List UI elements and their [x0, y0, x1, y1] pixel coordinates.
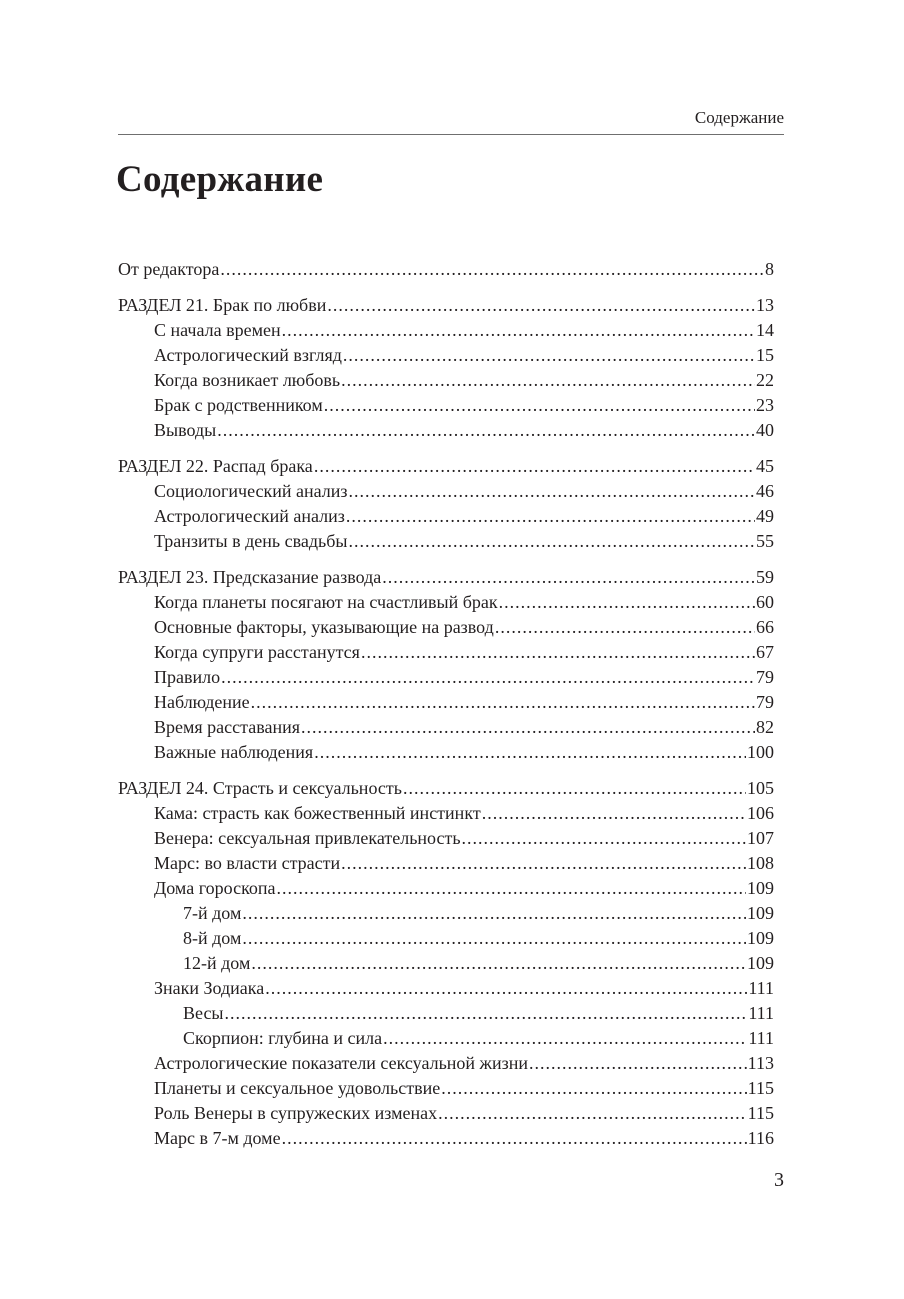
toc-entry-title: Основные факторы, указывающие на развод — [154, 617, 494, 637]
toc-entry-page-number: 107 — [747, 828, 774, 848]
toc-entry-page-number: 106 — [747, 803, 774, 823]
dot-leader — [282, 1126, 747, 1151]
toc-subentry — [118, 951, 774, 976]
toc-subentry — [118, 590, 774, 615]
toc-subentry — [118, 1001, 774, 1026]
dot-leader — [403, 776, 746, 801]
toc-entry-title: Роль Венеры в супружеских изменах — [154, 1103, 438, 1123]
dot-leader — [327, 293, 755, 318]
toc-entry-page-number: 108 — [747, 853, 774, 873]
toc-entry-page-number: 55 — [756, 531, 774, 551]
dot-leader — [314, 454, 755, 479]
toc-entry-page-number: 45 — [756, 456, 774, 476]
toc-entry-title: Весы — [183, 1003, 224, 1023]
toc-entry-page-number: 40 — [756, 420, 774, 440]
toc-subentry — [118, 318, 774, 343]
toc-entry-page-number: 49 — [756, 506, 774, 526]
toc-entry-title: Когда планеты посягают на счастливый брак — [154, 592, 498, 612]
toc-subentry — [118, 1101, 774, 1126]
toc-entry-title: Кама: страсть как божественный инстинкт — [154, 803, 481, 823]
toc-entry-title: РАЗДЕЛ 24. Страсть и сексуальность — [118, 778, 402, 798]
toc-subentry — [118, 529, 774, 554]
running-head: Содержание — [694, 108, 784, 127]
dot-leader — [349, 479, 755, 504]
toc-entry-title: Марс: во власти страсти — [154, 853, 341, 873]
toc-entry-page-number: 46 — [756, 481, 774, 501]
toc-subentry — [118, 665, 774, 690]
toc-subentry — [118, 926, 774, 951]
toc-entry-title: Дома гороскопа — [154, 878, 276, 898]
dot-leader — [341, 851, 746, 876]
toc-entry-title: Выводы — [154, 420, 217, 440]
dot-leader — [383, 1026, 747, 1051]
dot-leader — [441, 1076, 746, 1101]
toc-entry-title: Астрологический взгляд — [154, 345, 342, 365]
toc-subentry — [118, 504, 774, 529]
toc-entry-page-number: 115 — [747, 1078, 774, 1098]
dot-leader — [225, 1001, 748, 1026]
toc-entry-title: Важные наблюдения — [154, 742, 314, 762]
toc-group — [118, 454, 774, 554]
toc-subentry — [118, 740, 774, 765]
toc-entry-title: Марс в 7-м доме — [154, 1128, 281, 1148]
toc-section-entry — [118, 565, 774, 590]
toc-subentry — [118, 1026, 774, 1051]
toc-subentry — [118, 715, 774, 740]
toc-section-entry — [118, 257, 774, 282]
toc-entry-title: Правило — [154, 667, 221, 687]
toc-entry-title: Планеты и сексуальное удовольствие — [154, 1078, 441, 1098]
toc-entry-page-number: 67 — [756, 642, 774, 662]
toc-subentry — [118, 801, 774, 826]
toc-subentry — [118, 479, 774, 504]
toc-entry-page-number: 116 — [747, 1128, 774, 1148]
dot-leader — [438, 1101, 747, 1126]
toc-entry-title: Когда супруги расстанутся — [154, 642, 360, 662]
toc-subentry — [118, 690, 774, 715]
toc-section-entry — [118, 293, 774, 318]
dot-leader — [341, 368, 755, 393]
dot-leader — [242, 926, 746, 951]
toc-entry-title: Брак с родственником — [154, 395, 323, 415]
toc-entry-page-number: 105 — [747, 778, 774, 798]
toc-entry-title: Скорпион: глубина и сила — [183, 1028, 383, 1048]
toc-section-entry — [118, 454, 774, 479]
toc-group — [118, 257, 774, 282]
toc-subentry — [118, 851, 774, 876]
toc-entry-page-number: 60 — [756, 592, 774, 612]
dot-leader — [529, 1051, 747, 1076]
toc-entry-page-number: 8 — [765, 259, 774, 279]
toc-subentry — [118, 393, 774, 418]
dot-leader — [277, 876, 746, 901]
toc-entry-page-number: 14 — [756, 320, 774, 340]
dot-leader — [265, 976, 747, 1001]
dot-leader — [217, 418, 755, 443]
toc-entry-page-number: 109 — [747, 878, 774, 898]
dot-leader — [220, 257, 764, 282]
dot-leader — [251, 951, 746, 976]
toc-entry-title: РАЗДЕЛ 23. Предсказание развода — [118, 567, 382, 587]
toc-entry-title: 8-й дом — [183, 928, 242, 948]
toc-entry-page-number: 23 — [756, 395, 774, 415]
toc-group — [118, 565, 774, 765]
toc-entry-title: 7-й дом — [183, 903, 242, 923]
toc-entry-page-number: 111 — [748, 978, 774, 998]
dot-leader — [348, 529, 755, 554]
toc-entry-page-number: 59 — [756, 567, 774, 587]
toc-subentry — [118, 615, 774, 640]
toc-entry-title: Астрологический анализ — [154, 506, 345, 526]
toc-subentry — [118, 640, 774, 665]
toc-entry-title: Время расставания — [154, 717, 301, 737]
toc-entry-page-number: 111 — [748, 1028, 774, 1048]
toc-entry-title: От редактора — [118, 259, 220, 279]
dot-leader — [242, 901, 746, 926]
dot-leader — [382, 565, 755, 590]
toc-entry-page-number: 82 — [756, 717, 774, 737]
toc-entry-title: Когда возникает любовь — [154, 370, 341, 390]
dot-leader — [495, 615, 755, 640]
table-of-contents — [118, 257, 774, 1162]
toc-entry-page-number: 79 — [756, 667, 774, 687]
toc-subentry — [118, 876, 774, 901]
toc-entry-title: Наблюдение — [154, 692, 250, 712]
toc-entry-page-number: 111 — [748, 1003, 774, 1023]
dot-leader — [361, 640, 755, 665]
toc-entry-page-number: 109 — [747, 953, 774, 973]
toc-entry-page-number: 79 — [756, 692, 774, 712]
toc-entry-title: Венера: сексуальная привлекательность — [154, 828, 461, 848]
toc-group — [118, 776, 774, 1151]
dot-leader — [301, 715, 755, 740]
toc-subentry — [118, 368, 774, 393]
toc-entry-title: Транзиты в день свадьбы — [154, 531, 348, 551]
dot-leader — [343, 343, 755, 368]
toc-entry-title: Социологический анализ — [154, 481, 348, 501]
toc-subentry — [118, 901, 774, 926]
toc-entry-page-number: 113 — [747, 1053, 774, 1073]
toc-entry-page-number: 100 — [747, 742, 774, 762]
toc-subentry — [118, 418, 774, 443]
toc-entry-page-number: 66 — [756, 617, 774, 637]
toc-entry-page-number: 15 — [756, 345, 774, 365]
toc-entry-page-number: 115 — [747, 1103, 774, 1123]
toc-entry-page-number: 109 — [747, 928, 774, 948]
toc-entry-page-number: 22 — [756, 370, 774, 390]
header-rule — [118, 134, 784, 135]
toc-subentry — [118, 826, 774, 851]
dot-leader — [346, 504, 755, 529]
toc-subentry — [118, 343, 774, 368]
dot-leader — [221, 665, 755, 690]
toc-entry-page-number: 13 — [756, 295, 774, 315]
toc-subentry — [118, 1051, 774, 1076]
page-title: Содержание — [116, 159, 324, 200]
toc-subentry — [118, 1076, 774, 1101]
dot-leader — [462, 826, 746, 851]
dot-leader — [251, 690, 755, 715]
toc-entry-title: Знаки Зодиака — [154, 978, 265, 998]
dot-leader — [282, 318, 755, 343]
toc-entry-title: Астрологические показатели сексуальной жизни — [154, 1053, 528, 1073]
dot-leader — [324, 393, 755, 418]
toc-subentry — [118, 976, 774, 1001]
toc-group — [118, 293, 774, 443]
dot-leader — [499, 590, 755, 615]
toc-section-entry — [118, 776, 774, 801]
toc-entry-title: С начала времен — [154, 320, 281, 340]
toc-entry-title: 12-й дом — [183, 953, 251, 973]
dot-leader — [482, 801, 746, 826]
dot-leader — [314, 740, 746, 765]
toc-entry-title: РАЗДЕЛ 22. Распад брака — [118, 456, 313, 476]
toc-subentry — [118, 1126, 774, 1151]
page-number: 3 — [774, 1169, 784, 1191]
toc-entry-page-number: 109 — [747, 903, 774, 923]
toc-entry-title: РАЗДЕЛ 21. Брак по любви — [118, 295, 327, 315]
